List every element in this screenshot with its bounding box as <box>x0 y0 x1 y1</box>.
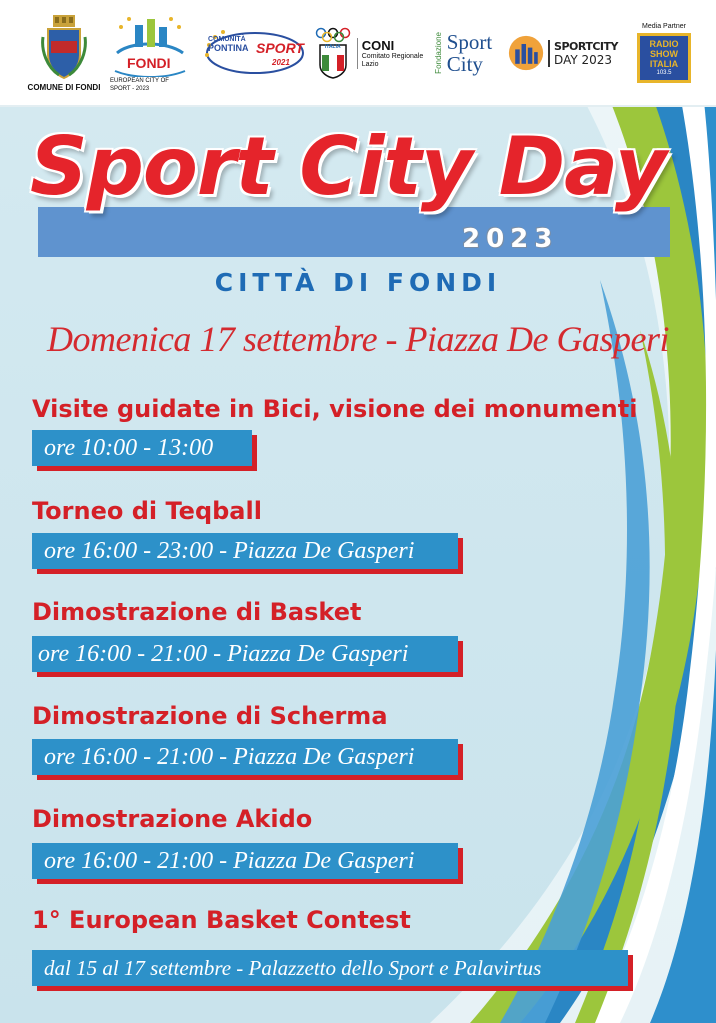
comunita-sport: SPORT <box>256 40 304 56</box>
event-1-time-box <box>32 430 252 466</box>
comunita-pontina-logo <box>198 6 308 100</box>
sportcity-line2: City <box>446 52 483 76</box>
event-date: Domenica 17 settembre - Piazza De Gasperi <box>46 319 670 359</box>
city-name: CITTÀ DI FONDI <box>214 268 502 297</box>
comunita-line2: PONTINA <box>208 43 249 53</box>
event-1-time: ore 10:00 - 13:00 <box>44 434 214 461</box>
radio-line1: RADIO <box>649 39 679 49</box>
event-5-title: Dimostrazione Akido <box>32 805 313 833</box>
sportcity-line1: Sport <box>446 30 493 54</box>
event-6-time-box <box>32 950 628 986</box>
coni-line2: Lazio <box>361 60 379 68</box>
coni-italia: ITALIA <box>324 44 341 50</box>
comune-caption: COMUNE DI FONDI <box>27 82 101 92</box>
event-title: Sport City Day <box>30 120 666 213</box>
scd-line1: SPORTCITY <box>554 39 618 53</box>
radio-freq: 103.5 <box>656 70 672 76</box>
event-4-time-box <box>32 739 458 775</box>
media-partner-label: Media Partner <box>642 23 686 30</box>
radio-line2: SHOW <box>650 49 678 59</box>
event-6-time: dal 15 al 17 settembre - Palazzetto dello Sport e Palavirtus <box>44 955 542 980</box>
radio-line3: ITALIA <box>649 59 679 69</box>
coni-line1: Comitato Regionale <box>361 52 424 60</box>
scd-line2: DAY 2023 <box>554 52 613 67</box>
comunita-year: 2021 <box>272 58 290 67</box>
coat-of-arms-icon <box>41 15 87 81</box>
event-3-time: ore 16:00 - 21:00 - Piazza De Gasperi <box>38 640 409 667</box>
coni-title: CONI <box>361 37 395 53</box>
event-6-title: 1° European Basket Contest <box>32 906 411 934</box>
fondazione-sport-city-logo <box>428 6 498 100</box>
sportcity-day-icon <box>508 33 544 73</box>
event-3-time-box <box>32 636 458 672</box>
comune-di-fondi-logo <box>24 6 104 100</box>
fondi-european-city-logo <box>110 6 190 100</box>
title-band <box>38 207 670 257</box>
fondi-city-icon <box>111 13 189 77</box>
event-1-title: Visite guidate in Bici, visione dei monumenti <box>32 395 638 423</box>
sportcity-day-logo <box>508 6 618 100</box>
event-2-time-box <box>32 533 458 569</box>
fondi-caption: EUROPEAN CITY OF SPORT - 2023 <box>110 78 169 92</box>
event-4-title: Dimostrazione di Scherma <box>32 702 388 730</box>
svg-text:FONDI: FONDI <box>127 55 171 71</box>
event-4-time: ore 16:00 - 21:00 - Piazza De Gasperi <box>44 743 415 770</box>
fondazione-label: Fondazione <box>433 32 443 74</box>
radio-badge <box>637 33 691 83</box>
logo-bar <box>0 0 716 107</box>
event-2-time: ore 16:00 - 23:00 - Piazza De Gasperi <box>44 537 415 564</box>
olympic-rings-icon <box>315 27 351 43</box>
comunita-line1: COMUNITÀ <box>208 36 246 43</box>
event-5-time: ore 16:00 - 21:00 - Piazza De Gasperi <box>44 847 415 874</box>
event-2-title: Torneo di Teqball <box>32 497 262 525</box>
coni-logo <box>314 6 424 100</box>
radio-show-italia-logo <box>628 6 700 100</box>
event-3-title: Dimostrazione di Basket <box>32 598 362 626</box>
event-year: 2023 <box>462 224 559 254</box>
event-5-time-box <box>32 843 458 879</box>
